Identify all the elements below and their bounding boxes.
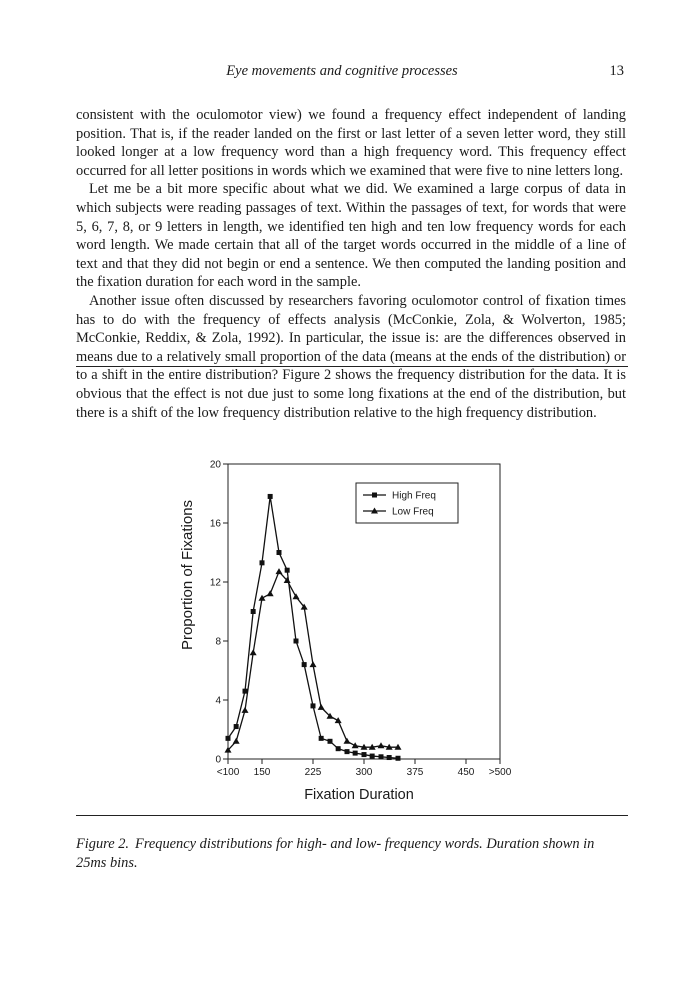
data-point	[285, 568, 290, 573]
data-point	[379, 754, 384, 759]
paragraph: Another issue often discussed by researchers favoring oculomotor control of fixation times has to do with the frequency of effects analysis (McConkie, Zola, & Wolverton, 1985; McConkie, Reddix, & Zola, 1992). In particular, the issue is: are the differences observed in means due to a relatively small proportion of the data (means at the ends of the distribution) or to a shift in the entire distribution? Figure 2 shows the frequency distribution for the data. It is obvious that the effect is not due just to some long fixations at the end of the distribution, but there is a shift of the low frequency distribution relative to the high frequency distribution.	[76, 292, 626, 421]
data-point	[328, 739, 333, 744]
data-point	[233, 738, 240, 744]
y-tick-label: 16	[209, 518, 221, 530]
series-low-freq	[225, 568, 402, 752]
data-point	[336, 746, 341, 751]
data-point	[277, 550, 282, 555]
y-tick-label: 12	[209, 577, 221, 589]
data-point	[353, 751, 358, 756]
data-point	[335, 717, 342, 723]
data-point	[294, 639, 299, 644]
data-point	[293, 593, 300, 599]
x-tick-label: 150	[253, 767, 271, 778]
x-tick-label: 225	[304, 767, 322, 778]
series-high-freq	[226, 494, 401, 761]
data-point	[396, 756, 401, 761]
chart-series	[225, 494, 402, 761]
figure-top-rule	[76, 366, 628, 367]
frequency-distribution-chart	[160, 455, 520, 805]
data-point	[268, 494, 273, 499]
y-tick-label: 0	[215, 754, 221, 766]
figure-caption	[76, 835, 628, 873]
caption-text: Frequency distributions for high- and low- frequency words. Duration shown in 25ms bins.	[76, 836, 595, 871]
data-point	[310, 661, 317, 667]
x-tick-label: 450	[457, 767, 475, 778]
data-point	[259, 595, 266, 601]
data-point	[352, 742, 359, 748]
data-point	[345, 749, 350, 754]
data-point	[251, 609, 256, 614]
data-point	[378, 742, 385, 748]
x-tick-label: <100	[216, 767, 240, 778]
data-point	[242, 707, 249, 713]
legend-marker	[372, 493, 377, 498]
data-point	[234, 724, 239, 729]
data-point	[319, 736, 324, 741]
paragraph: Let me be a bit more specific about what we did. We examined a large corpus of data in which subjects were reading passages of text. Within the passages of text, for words that were 5, 6, 7, 8, or 9 letters in length, we identified ten high and ten low frequency words for each word length. We made certain that all of the target words occurred in the middle of a line of text and that they did not begin or end a sentence. We then computed the landing position and the fixation duration for each word in the sample.	[76, 181, 626, 291]
data-point	[370, 754, 375, 759]
data-point	[387, 755, 392, 760]
x-tick-label: >500	[488, 767, 512, 778]
x-axis-label: Fixation Duration	[304, 787, 414, 803]
series-line	[228, 572, 398, 750]
data-point	[318, 704, 325, 710]
data-point	[302, 662, 307, 667]
data-point	[250, 649, 257, 655]
data-point	[311, 703, 316, 708]
legend-label: High Freq	[392, 490, 436, 502]
caption-label: Figure 2.	[76, 836, 130, 852]
chart-legend	[356, 483, 458, 523]
x-tick-label: 300	[355, 767, 373, 778]
figure-bottom-rule	[76, 815, 628, 816]
data-point	[344, 738, 351, 744]
page-number: 13	[609, 63, 624, 79]
body-text	[76, 106, 626, 422]
data-point	[276, 568, 283, 574]
y-tick-label: 20	[209, 459, 221, 471]
data-point	[362, 752, 367, 757]
x-tick-label: 375	[406, 767, 424, 778]
running-title: Eye movements and cognitive processes	[226, 63, 458, 79]
paragraph: consistent with the oculomotor view) we found a frequency effect independent of landing position. That is, if the reader landed on the first or last letter of a seven letter word, they still looked longer at a low frequency word than a high frequency word. This frequency effect occurred for all letter positions in words which we examined that were five to nine letters long.	[76, 107, 626, 179]
y-tick-label: 4	[215, 695, 221, 707]
data-point	[260, 560, 265, 565]
series-line	[228, 496, 398, 758]
data-point	[226, 736, 231, 741]
y-tick-label: 8	[215, 636, 221, 648]
y-axis-label: Proportion of Fixations	[179, 499, 196, 651]
data-point	[243, 689, 248, 694]
legend-label: Low Freq	[392, 506, 434, 518]
data-point	[267, 590, 274, 596]
